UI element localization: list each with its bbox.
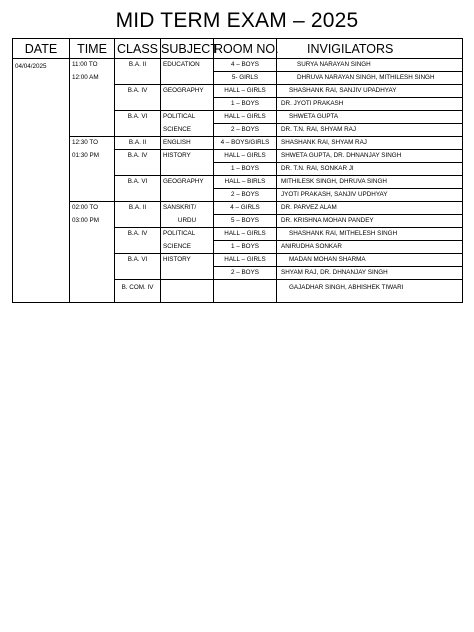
class-cell: B.A. IV <box>115 150 161 163</box>
room-cell: 1 – BOYS <box>214 163 277 176</box>
invigilator-cell: MITHILESK SINGH, DHRUVA SINGH <box>277 176 463 189</box>
invigilator-cell: DR. T.N. RAI, SONKAR JI <box>277 163 463 176</box>
class-cell: B. COM. IV <box>115 280 161 303</box>
room-cell: HALL – GIRLS <box>214 85 277 98</box>
subject-cell: HISTORY <box>161 254 214 267</box>
table-row <box>13 72 463 85</box>
room-cell: HALL – GIRLS <box>214 111 277 124</box>
invigilator-cell: SHYAM RAJ, DR. DHNANJAY SINGH <box>277 267 463 280</box>
subject-cell <box>161 280 214 303</box>
slot-start: 12:30 TO <box>70 137 115 150</box>
class-cell <box>115 72 161 85</box>
table-row <box>13 202 463 215</box>
subject-cell <box>161 163 214 176</box>
class-cell: B.A. II <box>115 202 161 215</box>
room-cell: 1 – BOYS <box>214 98 277 111</box>
class-cell <box>115 98 161 111</box>
class-cell <box>115 124 161 137</box>
header-room: ROOM NO. <box>214 39 277 59</box>
room-cell: 4 – GIRLS <box>214 202 277 215</box>
room-cell: HALL – BIRLS <box>214 176 277 189</box>
table-row <box>13 176 463 189</box>
class-cell <box>115 267 161 280</box>
invigilator-cell: DR. KRISHNA MOHAN PANDEY <box>277 215 463 228</box>
subject-cell <box>161 189 214 202</box>
header-class: CLASS <box>115 39 161 59</box>
invigilator-cell: DR. JYOTI PRAKASH <box>277 98 463 111</box>
table-row <box>13 150 463 163</box>
table-row <box>13 228 463 241</box>
slot-end: 01:30 PM <box>70 150 115 163</box>
room-cell: 4 – BOYS <box>214 59 277 72</box>
invigilator-cell: DR. PARVEZ ALAM <box>277 202 463 215</box>
header-date: DATE <box>13 39 70 59</box>
header-invigilators: INVIGILATORS <box>277 39 463 59</box>
class-cell <box>115 163 161 176</box>
table-row <box>13 124 463 137</box>
subject-cell <box>161 98 214 111</box>
table-row <box>13 280 463 303</box>
invigilator-cell: SHASHANK RAI, SHYAM RAJ <box>277 137 463 150</box>
invigilator-cell: GAJADHAR SINGH, ABHISHEK TIWARI <box>277 280 463 303</box>
exam-date: 04/04/2025 <box>13 59 70 137</box>
room-cell <box>214 280 277 303</box>
class-cell <box>115 189 161 202</box>
invigilator-cell: SHWETA GUPTA, DR. DHNANJAY SINGH <box>277 150 463 163</box>
table-header-row <box>13 39 463 59</box>
exam-schedule-table <box>12 38 463 303</box>
table-row <box>13 137 463 150</box>
table-row <box>13 111 463 124</box>
table-row <box>13 215 463 228</box>
class-cell: B.A. II <box>115 137 161 150</box>
class-cell: B.A. IV <box>115 228 161 241</box>
table-row <box>13 59 463 72</box>
subject-cell: GEOGRAPHY <box>161 176 214 189</box>
room-cell: HALL – GIRLS <box>214 150 277 163</box>
table-row <box>13 163 463 176</box>
table-row <box>13 189 463 202</box>
table-row <box>13 267 463 280</box>
subject-cell: POLITICAL <box>161 111 214 124</box>
subject-cell: POLITICAL <box>161 228 214 241</box>
room-cell: 5- GIRLS <box>214 72 277 85</box>
invigilator-cell: ANIRUDHA SONKAR <box>277 241 463 254</box>
subject-cell <box>161 267 214 280</box>
invigilator-cell: DHRUVA NARAYAN SINGH, MITHILESH SINGH <box>277 72 463 85</box>
room-cell: 2 – BOYS <box>214 267 277 280</box>
room-cell: HALL – GIRLS <box>214 228 277 241</box>
invigilator-cell: SHASHANK RAI, SANJIV UPADHYAY <box>277 85 463 98</box>
subject-cell: SCIENCE <box>161 124 214 137</box>
room-cell: 1 – BOYS <box>214 241 277 254</box>
invigilator-cell: SHASHANK RAI, MITHELESH SINGH <box>277 228 463 241</box>
class-cell: B.A. IV <box>115 85 161 98</box>
table-row <box>13 241 463 254</box>
class-cell: B.A. VI <box>115 254 161 267</box>
subject-cell: SANSKRIT/ <box>161 202 214 215</box>
subject-cell: GEOGRAPHY <box>161 85 214 98</box>
invigilator-cell: SURYA NARAYAN SINGH <box>277 59 463 72</box>
table-row <box>13 254 463 267</box>
subject-cell: ENGLISH <box>161 137 214 150</box>
room-cell: HALL – GIRLS <box>214 254 277 267</box>
slot-end: 12:00 AM <box>70 72 115 85</box>
slot-start: 02:00 TO <box>70 202 115 215</box>
class-cell: B.A. VI <box>115 176 161 189</box>
room-cell: 2 – BOYS <box>214 124 277 137</box>
subject-cell: URDU <box>161 215 214 228</box>
class-cell <box>115 241 161 254</box>
page-title: MID TERM EXAM – 2025 <box>115 9 359 32</box>
slot-start: 11:00 TO <box>70 59 115 72</box>
class-cell <box>115 215 161 228</box>
subject-cell: HISTORY <box>161 150 214 163</box>
subject-cell: EDUCATION <box>161 59 214 72</box>
table-row <box>13 85 463 98</box>
subject-cell <box>161 72 214 85</box>
class-cell: B.A. II <box>115 59 161 72</box>
header-time: TIME <box>70 39 115 59</box>
room-cell: 5 – BOYS <box>214 215 277 228</box>
invigilator-cell: JYOTI PRAKASH, SANJIV UPDHYAY <box>277 189 463 202</box>
class-cell: B.A. VI <box>115 111 161 124</box>
invigilator-cell: DR. T.N. RAI, SHYAM RAJ <box>277 124 463 137</box>
subject-cell: SCIENCE <box>161 241 214 254</box>
header-subject: SUBJECT <box>161 39 214 59</box>
invigilator-cell: MADAN MOHAN SHARMA <box>277 254 463 267</box>
invigilator-cell: SHWETA GUPTA <box>277 111 463 124</box>
table-row <box>13 98 463 111</box>
room-cell: 4 – BOYS/GIRLS <box>214 137 277 150</box>
room-cell: 2 – BOYS <box>214 189 277 202</box>
slot-end: 03:00 PM <box>70 215 115 228</box>
